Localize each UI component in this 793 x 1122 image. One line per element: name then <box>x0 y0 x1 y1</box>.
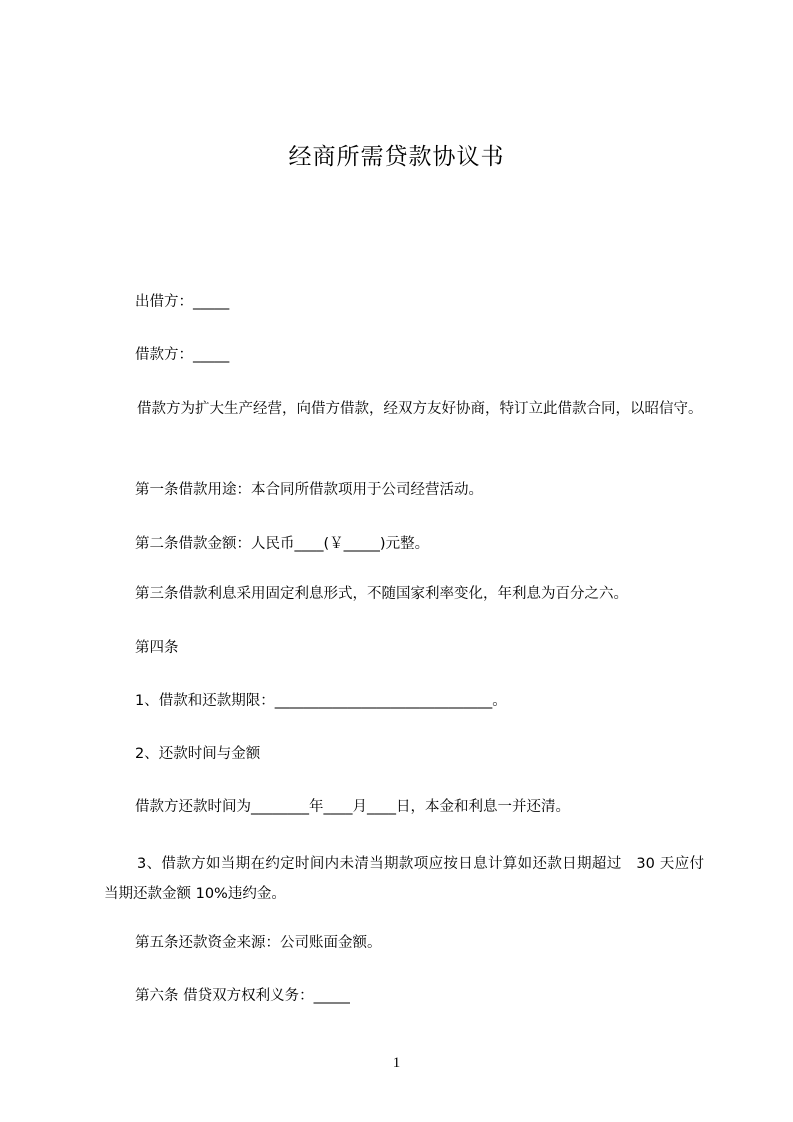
borrower-line: 借款方：_____ <box>135 347 230 363</box>
article-4-item-2-detail: 借款方还款时间为________年____月____日，本金和利息一并还清。 <box>135 799 570 815</box>
article-4-item-3: 3、借款方如当期在约定时间内未清当期款项应按日息计算如还款日期超过 30 天应付当期还款金额 10%违约金。 <box>104 856 704 902</box>
article-3: 第三条借款利息采用固定利息形式，不随国家利率变化，年利息为百分之六。 <box>135 586 628 602</box>
lender-line: 出借方：_____ <box>135 294 230 310</box>
article-1: 第一条借款用途：本合同所借款项用于公司经营活动。 <box>135 482 483 498</box>
page-number: 1 <box>392 1055 401 1071</box>
article-4-heading: 第四条 <box>135 640 179 656</box>
article-2: 第二条借款金额：人民币____(￥_____)元整。 <box>135 536 430 552</box>
article-4-item-2: 2、还款时间与金额 <box>135 746 261 762</box>
intro-paragraph: 借款方为扩大生产经营，向借方借款，经双方友好协商，特订立此借款合同，以昭信守。 <box>137 401 703 417</box>
document-title: 经商所需贷款协议书 <box>288 144 505 170</box>
article-4-item-1: 1、借款和还款期限：______________________________。 <box>135 693 507 709</box>
article-5: 第五条还款资金来源：公司账面金额。 <box>135 935 382 951</box>
article-6: 第六条 借贷双方权利义务：_____ <box>135 988 350 1004</box>
